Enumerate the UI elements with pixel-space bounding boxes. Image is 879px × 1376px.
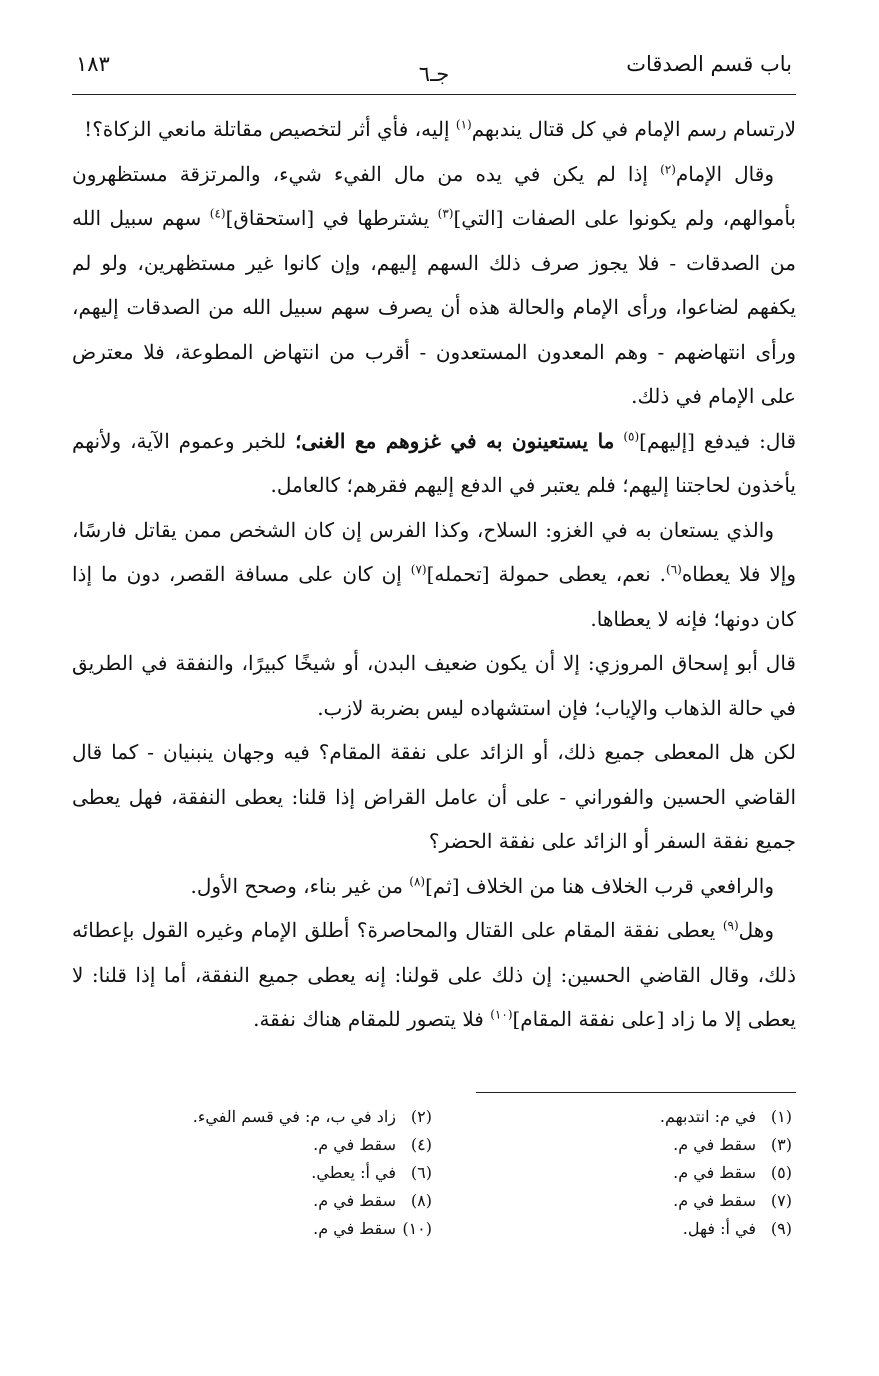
- volume-label: جـ٦: [418, 62, 450, 86]
- footnote-text: في أ: يعطي.: [311, 1162, 396, 1182]
- paragraph: [72, 641, 796, 730]
- footnote-text: في أ: فهل.: [682, 1218, 756, 1238]
- main-text: [72, 107, 796, 1042]
- text-run: قال: فيدفع [إليهم]: [639, 428, 797, 453]
- footnote-text: زاد في ب، م: في قسم الفيء.: [192, 1106, 396, 1126]
- text-run: سهم سبيل الله من الصدقات - فلا يجوز صرف ذلك السهم إليهم، وإن كانوا غير مستظهرين، ولو لم يكفهم لضاعوا، ورأى الإمام والحالة هذه أن يصرف سهم سبيل الله من الصدقات إليهم، ورأى انتهاضهم - وهم المعدون المستعدون - أقرب من انتهاض المطوعة، فلا معترض على الإمام في ذلك.: [72, 206, 796, 408]
- text-run: يشترطها في [استحقاق]: [225, 206, 438, 230]
- text-run: قال أبو إسحاق المروزي: إلا أن يكون ضعيف البدن، أو شيخًا كبيرًا، والنفقة في الطريق في حالة الذهاب والإياب؛ فإن استشهاده ليس بضربة لازب.: [72, 651, 796, 720]
- footnote-marker: (٥): [623, 428, 640, 443]
- footnote-marker: (٦): [666, 562, 682, 577]
- paragraph: [72, 908, 796, 1042]
- footnote-marker: (٧): [410, 562, 427, 577]
- page-number: ١٨٣: [76, 52, 110, 76]
- footnote-marker: (٤): [209, 206, 226, 221]
- footnote-marker: (٨): [409, 873, 426, 888]
- footnote-item: [72, 1215, 432, 1243]
- footnote-marker: (٩): [722, 918, 739, 933]
- footnote-item: [432, 1215, 792, 1243]
- text-run: إليه، فأي أثر لتخصيص مقاتلة مانعي الزكاة؟!: [84, 117, 456, 141]
- footnote-number: (٨): [410, 1190, 432, 1210]
- text-run: من غير بناء، وصحح الأول.: [190, 873, 410, 898]
- text-run: لكن هل المعطى جميع ذلك، أو الزائد على نفقة المقام؟ فيه وجهان ينبنيان - كما قال القاضي الحسين والفوراني - على أن عامل القراض إذا قلنا: يعطى النفقة، فهل يعطى جميع نفقة السفر أو الزائد على نفقة الحضر؟: [72, 740, 796, 853]
- text-run: والذي يستعان به في الغزو: السلاح، وكذا الفرس إن كان الشخص ممن يقاتل فارسًا، وإلا فلا يعطاه: [72, 517, 796, 586]
- footnote-marker: (٢): [660, 161, 676, 176]
- footnotes: [72, 1103, 796, 1243]
- footnote-number: (٧): [770, 1190, 792, 1210]
- footnote-number: (١): [770, 1106, 792, 1126]
- text-run: والرافعي قرب الخلاف هنا من الخلاف [ثم]: [425, 873, 774, 898]
- paragraph: [72, 107, 796, 152]
- footnote-number: (٢): [410, 1106, 432, 1126]
- text-run: يعطى نفقة المقام على القتال والمحاصرة؟ أطلق الإمام وغيره القول بإعطائه ذلك، وقال القاضي الحسين: إن ذلك على قولنا: إنه يعطى جميع النفقة، أما إذا قلنا: لا يعطى إلا ما زاد [على نفقة المقام]: [72, 918, 796, 1031]
- footnote-text: في م: انتدبهم.: [659, 1106, 756, 1126]
- paragraph: [72, 864, 796, 909]
- text-run: . نعم، يعطى حمولة [تحمله]: [426, 562, 666, 586]
- page-header: [72, 52, 796, 88]
- text-run: [614, 429, 623, 453]
- footnote-text: سقط في م.: [673, 1134, 756, 1154]
- footnote-item: [432, 1159, 792, 1187]
- paragraph: [72, 419, 796, 508]
- footnote-item: [432, 1103, 792, 1131]
- footnote-number: (٦): [410, 1162, 432, 1182]
- footnote-text: سقط في م.: [673, 1162, 756, 1182]
- footnote-number: (٥): [770, 1162, 792, 1182]
- footnote-item: [72, 1187, 432, 1215]
- footnote-number: (١٠): [402, 1218, 432, 1238]
- footnote-text: سقط في م.: [673, 1190, 756, 1210]
- text-run: فلا يتصور للمقام هناك نفقة.: [253, 1007, 491, 1031]
- footnote-marker: (١٠): [490, 1007, 513, 1022]
- text-run: لارتسام رسم الإمام في كل قتال يندبهم: [471, 117, 796, 141]
- text-run: وقال الإمام: [675, 161, 774, 186]
- footnote-item: [72, 1131, 432, 1159]
- footnote-number: (٣): [770, 1134, 792, 1154]
- footnote-number: (٤): [410, 1134, 432, 1154]
- footnote-rule: [476, 1092, 796, 1093]
- footnote-text: سقط في م.: [313, 1134, 396, 1154]
- footnote-item: [72, 1159, 432, 1187]
- footnote-number: (٩): [770, 1218, 792, 1238]
- text-run: إن كان على مسافة القصر، دون ما إذا كان دونها؛ فإنه لا يعطاها.: [72, 562, 796, 631]
- header-rule: [72, 94, 796, 95]
- footnote-item: [432, 1187, 792, 1215]
- text-run: وهل: [738, 918, 774, 942]
- footnote-item: [432, 1131, 792, 1159]
- text-run: للخبر وعموم الآية، ولأنهم يأخذون لحاجتنا إليهم؛ فلم يعتبر في الدفع إليهم فقرهم؛ كالعامل.: [72, 428, 796, 497]
- paragraph: [72, 730, 796, 864]
- bold-text: ما يستعينون به في غزوهم مع الغنى؛: [295, 428, 615, 453]
- book-page: [72, 52, 796, 1243]
- paragraph: [72, 508, 796, 642]
- text-run: إذا لم يكن في يده من مال الفيء شيء، والمرتزقة مستظهرون بأموالهم، ولم يكونوا على الصفات [التي]: [72, 161, 796, 230]
- paragraph: [72, 152, 796, 419]
- footnote-marker: (٣): [437, 206, 454, 221]
- footnote-text: سقط في م.: [313, 1218, 396, 1238]
- footnote-text: سقط في م.: [313, 1190, 396, 1210]
- footnote-marker: (١): [455, 117, 472, 132]
- footnote-item: [72, 1103, 432, 1131]
- chapter-title: باب قسم الصدقات: [626, 52, 792, 76]
